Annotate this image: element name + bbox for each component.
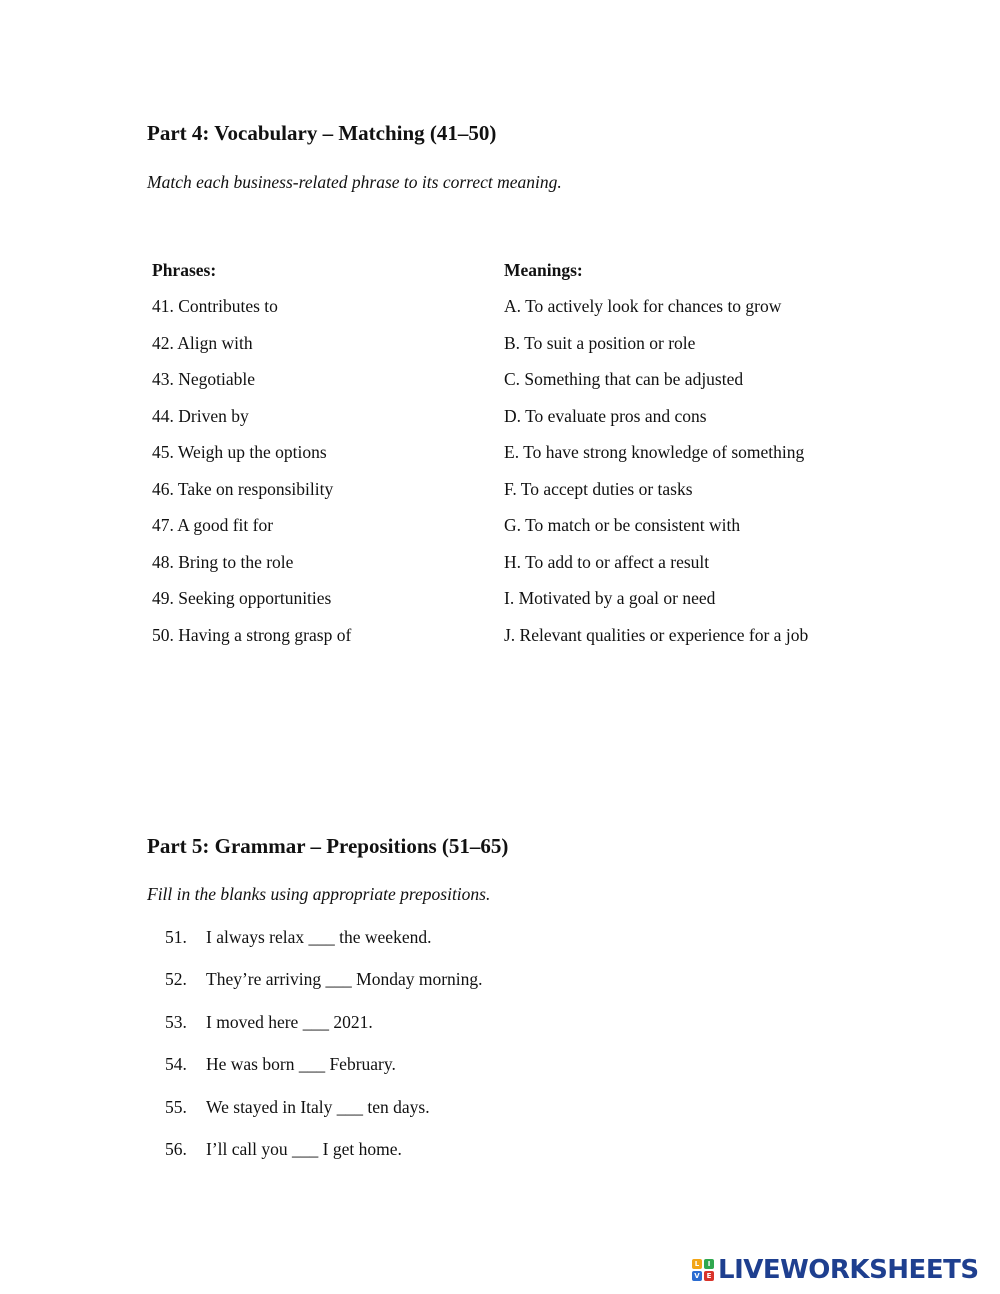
meanings-header: Meanings: bbox=[504, 260, 583, 280]
phrase-item: 42. Align with bbox=[152, 333, 253, 353]
meaning-item: J. Relevant qualities or experience for a job bbox=[504, 625, 809, 645]
phrases-header: Phrases: bbox=[152, 260, 217, 280]
question-text: I’ll call you ___ I get home. bbox=[206, 1139, 402, 1159]
phrase-item: 48. Bring to the role bbox=[152, 552, 294, 572]
liveworksheets-logo-icon bbox=[692, 1259, 714, 1281]
phrase-item: 43. Negotiable bbox=[152, 369, 256, 389]
meaning-item: G. To match or be consistent with bbox=[504, 515, 741, 535]
question-number: 51. bbox=[165, 927, 187, 947]
phrase-item: 44. Driven by bbox=[152, 406, 249, 426]
meaning-item: E. To have strong knowledge of something bbox=[504, 442, 805, 462]
question-number: 56. bbox=[165, 1139, 187, 1159]
liveworksheets-logo bbox=[692, 1256, 979, 1284]
question-text: I always relax ___ the weekend. bbox=[206, 927, 432, 947]
part5-instruction: Fill in the blanks using appropriate prepositions. bbox=[147, 884, 491, 904]
logo-mark-tile: L bbox=[692, 1259, 702, 1269]
phrase-item: 47. A good fit for bbox=[152, 515, 274, 535]
logo-mark-tile: V bbox=[692, 1271, 702, 1281]
logo-mark-tile: I bbox=[704, 1259, 714, 1269]
question-text: We stayed in Italy ___ ten days. bbox=[206, 1097, 430, 1117]
part5-title: Part 5: Grammar – Prepositions (51–65) bbox=[147, 834, 509, 858]
phrase-item: 50. Having a strong grasp of bbox=[152, 625, 352, 645]
phrase-item: 46. Take on responsibility bbox=[152, 479, 334, 499]
meaning-item: F. To accept duties or tasks bbox=[504, 479, 693, 499]
phrase-item: 45. Weigh up the options bbox=[152, 442, 327, 462]
question-number: 54. bbox=[165, 1054, 187, 1074]
meaning-item: C. Something that can be adjusted bbox=[504, 369, 744, 389]
meaning-item: H. To add to or affect a result bbox=[504, 552, 710, 572]
meaning-item: B. To suit a position or role bbox=[504, 333, 696, 353]
question-text: I moved here ___ 2021. bbox=[206, 1012, 373, 1032]
question-text: He was born ___ February. bbox=[206, 1054, 396, 1074]
meaning-item: I. Motivated by a goal or need bbox=[504, 588, 716, 608]
phrase-item: 49. Seeking opportunities bbox=[152, 588, 332, 608]
meaning-item: A. To actively look for chances to grow bbox=[504, 296, 782, 316]
meaning-item: D. To evaluate pros and cons bbox=[504, 406, 707, 426]
question-text: They’re arriving ___ Monday morning. bbox=[206, 969, 483, 989]
logo-text: LIVEWORKSHEETS bbox=[718, 1255, 979, 1285]
phrase-item: 41. Contributes to bbox=[152, 296, 278, 316]
part4-instruction: Match each business-related phrase to its correct meaning. bbox=[147, 172, 562, 192]
question-number: 52. bbox=[165, 969, 187, 989]
part4-title: Part 4: Vocabulary – Matching (41–50) bbox=[147, 121, 497, 145]
question-number: 55. bbox=[165, 1097, 187, 1117]
question-number: 53. bbox=[165, 1012, 187, 1032]
logo-mark-tile: E bbox=[704, 1271, 714, 1281]
